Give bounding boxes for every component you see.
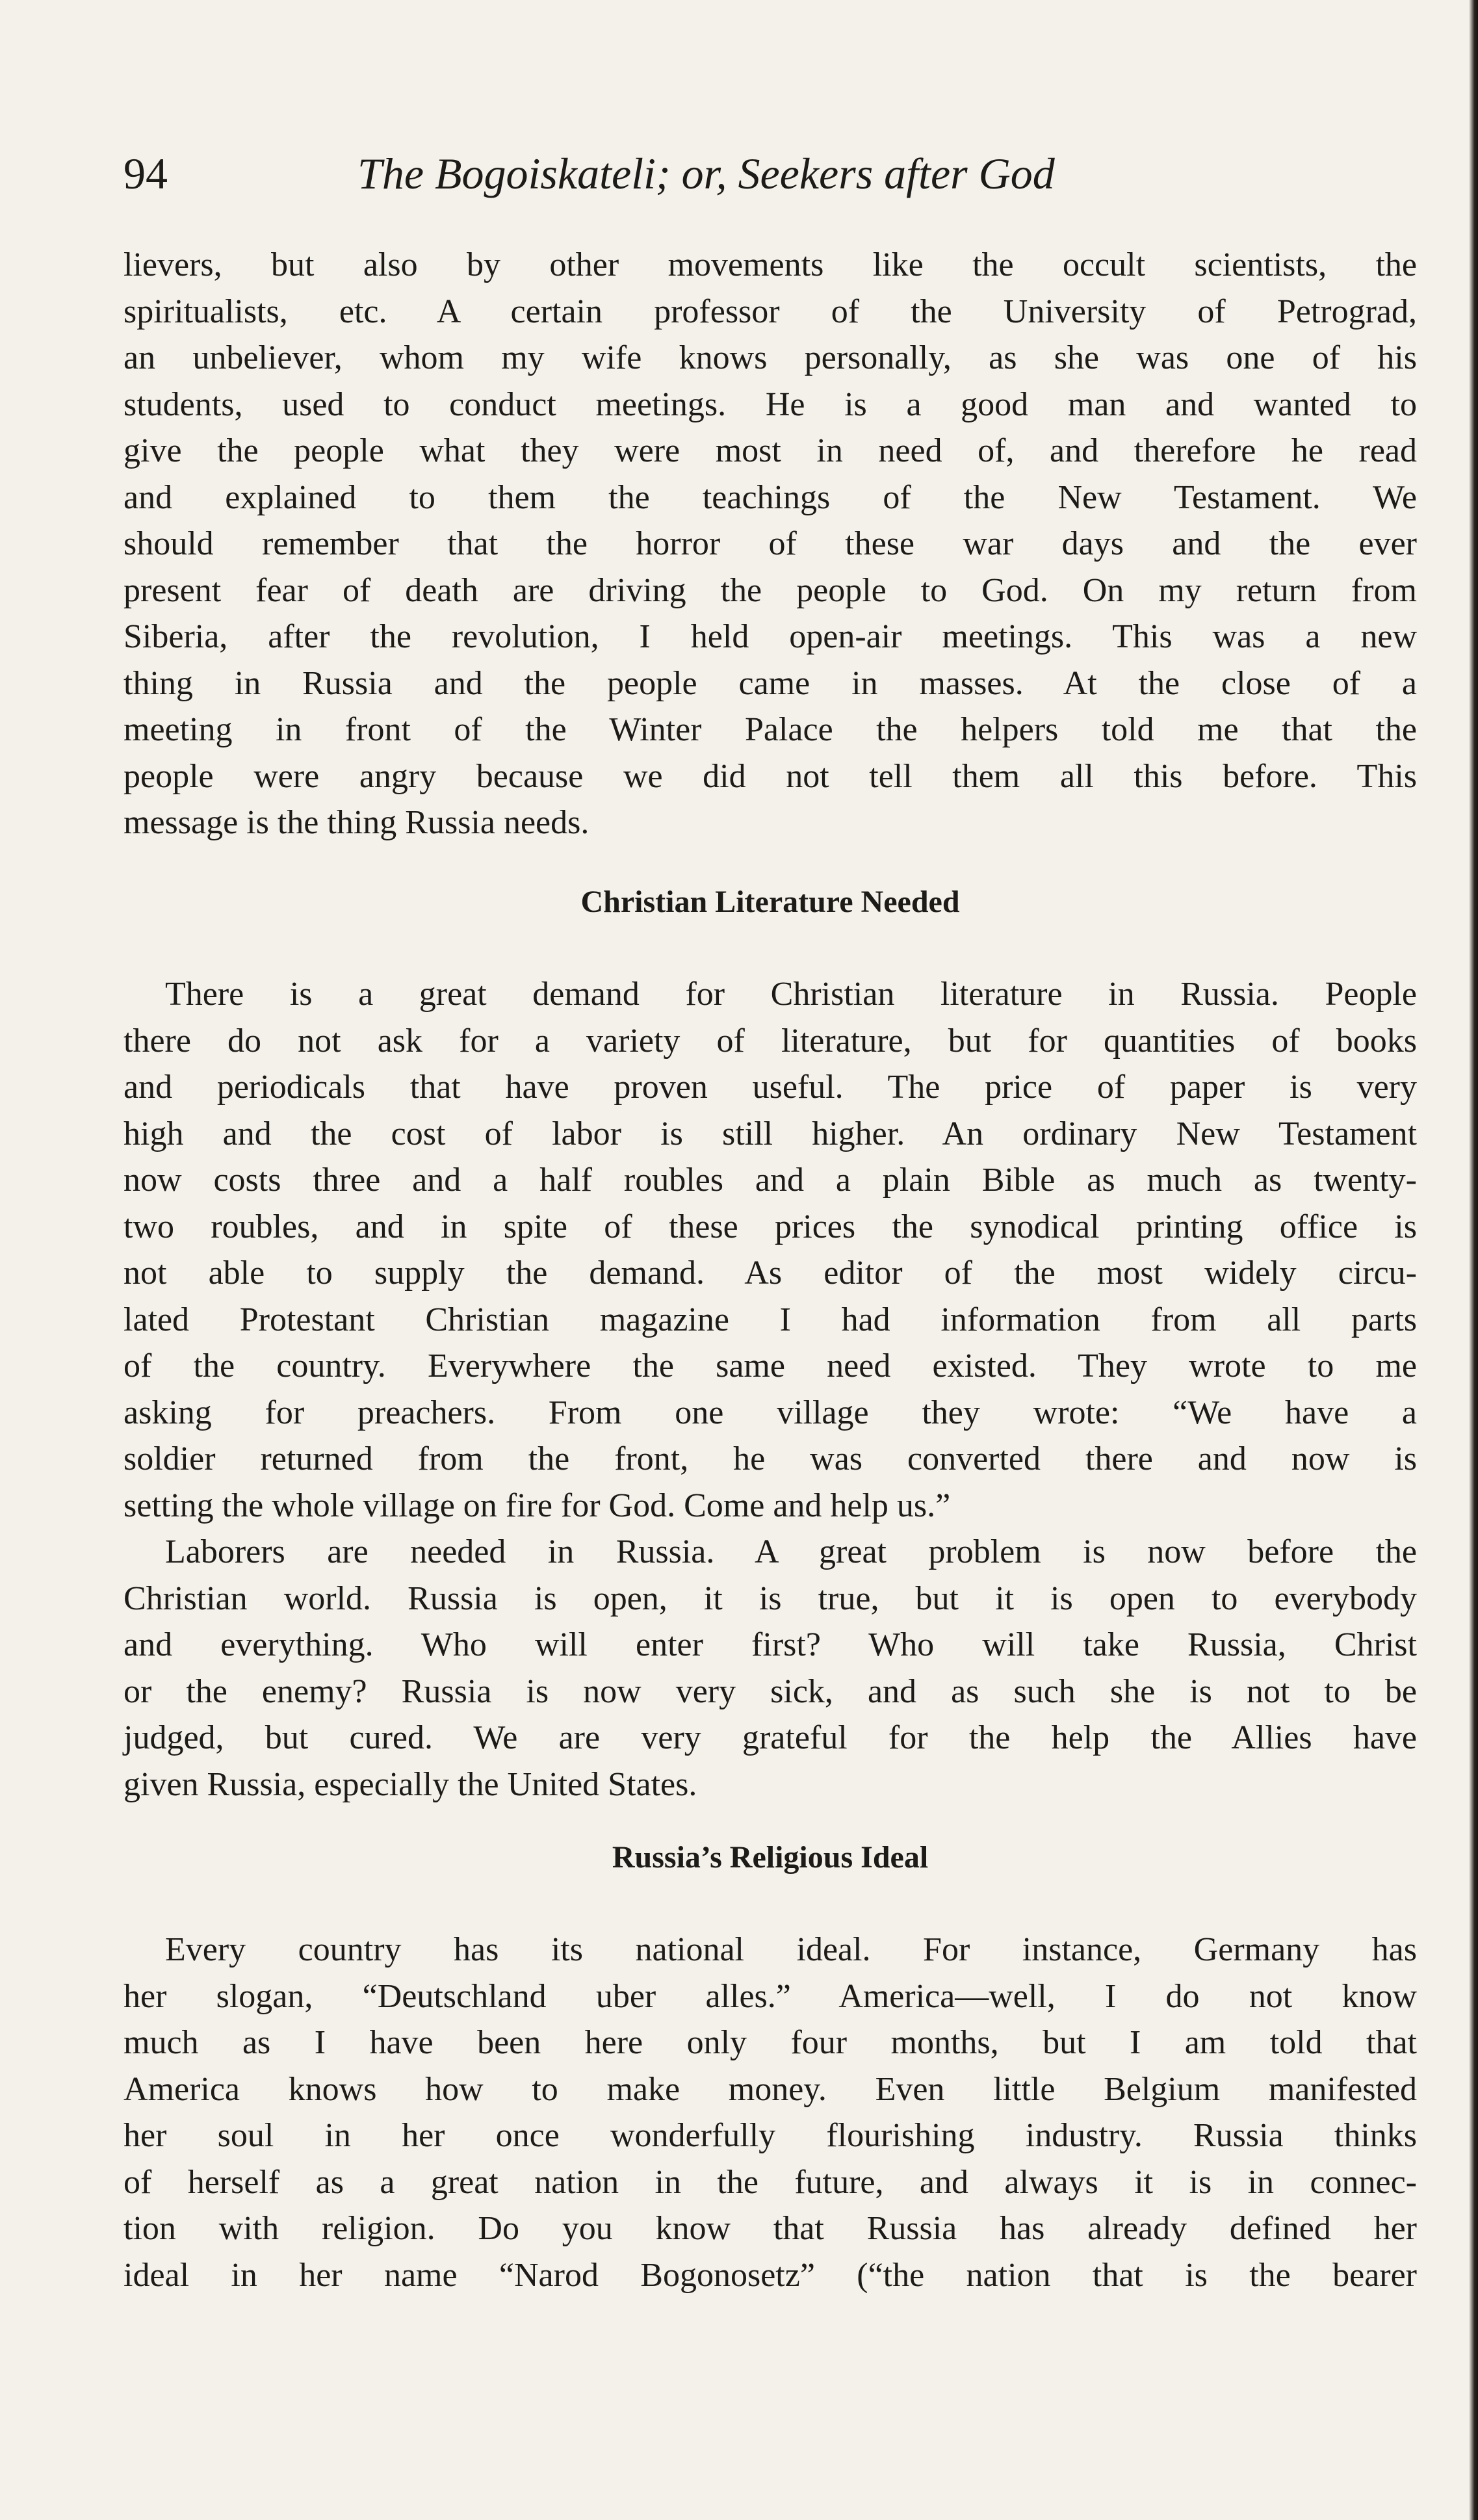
text-line: her soul in her once wonderfully flourishing industry. Russia thinks [123, 2117, 1417, 2154]
text-line: tion with religion. Do you know that Russia has already defined her [123, 2210, 1417, 2247]
page-number: 94 [123, 149, 168, 198]
text-line: students, used to conduct meetings. He is a good man and wanted to [123, 385, 1417, 423]
text-line: meeting in front of the Winter Palace the helpers told me that the [123, 711, 1417, 748]
text-line: thing in Russia and the people came in masses. At the close of a [123, 664, 1417, 702]
text-line: There is a great demand for Christian literature in Russia. People [165, 976, 1417, 1013]
section-religious-ideal [123, 1927, 1417, 2298]
text-line: Christian world. Russia is open, it is true, but it is open to everybody [123, 1579, 1417, 1617]
text-line: of the country. Everywhere the same need existed. They wrote to me [123, 1347, 1417, 1384]
text-line: lievers, but also by other movements like the occult scientists, the [123, 246, 1417, 283]
text-line: and everything. Who will enter first? Who will take Russia, Christ [123, 1626, 1417, 1663]
text-line: now costs three and a half roubles and a plain Bible as much as twenty- [123, 1162, 1417, 1199]
text-line: high and the cost of labor is still higher. An ordinary New Testament [123, 1115, 1417, 1152]
text-line: ideal in her name “Narod Bogonosetz” (“the nation that is the bearer [123, 2256, 1417, 2294]
text-line: and explained to them the teachings of the New Testament. We [123, 478, 1417, 516]
text-line: present fear of death are driving the people to God. On my return from [123, 571, 1417, 609]
text-line: much as I have been here only four months, but I am told that [123, 2024, 1417, 2061]
text-line: message is the thing Russia needs. [123, 804, 590, 841]
section-heading-christian-literature: Christian Literature Needed [580, 885, 960, 919]
text-line: give the people what they were most in need of, and therefore he read [123, 432, 1417, 469]
text-line: lated Protestant Christian magazine I had information from all parts [123, 1301, 1417, 1338]
text-line: of herself as a great nation in the future, and always it is in connec- [123, 2163, 1417, 2201]
text-line: judged, but cured. We are very grateful for the help the Allies have [123, 1719, 1417, 1756]
text-line: should remember that the horror of these war days and the ever [123, 525, 1417, 562]
text-line: America knows how to make money. Even little Belgium manifested [123, 2070, 1417, 2108]
text-line: given Russia, especially the United States. [123, 1765, 697, 1803]
running-title: The Bogoiskateli; or, Seekers after God [357, 149, 1055, 198]
text-line: spiritualists, etc. A certain professor of the University of Petrograd, [123, 292, 1417, 330]
section-heading-religious-ideal: Russia’s Religious Ideal [612, 1840, 929, 1875]
text-line: Every country has its national ideal. For instance, Germany has [165, 1931, 1417, 1968]
page-edge-shadow [1469, 0, 1478, 2520]
text-line: or the enemy? Russia is now very sick, and as such she is not to be [123, 1672, 1417, 1710]
text-line: her slogan, “Deutschland uber alles.” America—well, I do not know [123, 1977, 1417, 2015]
text-line: there do not ask for a variety of literature, but for quantities of books [123, 1022, 1417, 1059]
text-line: two roubles, and in spite of these prices the synodical printing office is [123, 1208, 1417, 1245]
text-line: Laborers are needed in Russia. A great problem is now before the [165, 1533, 1417, 1570]
text-line: and periodicals that have proven useful. The price of paper is very [123, 1069, 1417, 1106]
paragraph-continuation [123, 242, 1417, 846]
text-line: setting the whole village on fire for God. Come and help us.” [123, 1487, 951, 1524]
text-line: not able to supply the demand. As editor of the most widely circu- [123, 1254, 1417, 1292]
text-line: soldier returned from the front, he was converted there and now is [123, 1440, 1417, 1477]
text-line: asking for preachers. From one village they wrote: “We have a [123, 1394, 1417, 1431]
running-head [123, 144, 1391, 203]
text-line: people were angry because we did not tell them all this before. This [123, 757, 1417, 795]
text-line: an unbeliever, whom my wife knows personally, as she was one of his [123, 339, 1417, 376]
section-christian-literature [123, 971, 1417, 1808]
text-line: Siberia, after the revolution, I held open-air meetings. This was a new [123, 618, 1417, 655]
